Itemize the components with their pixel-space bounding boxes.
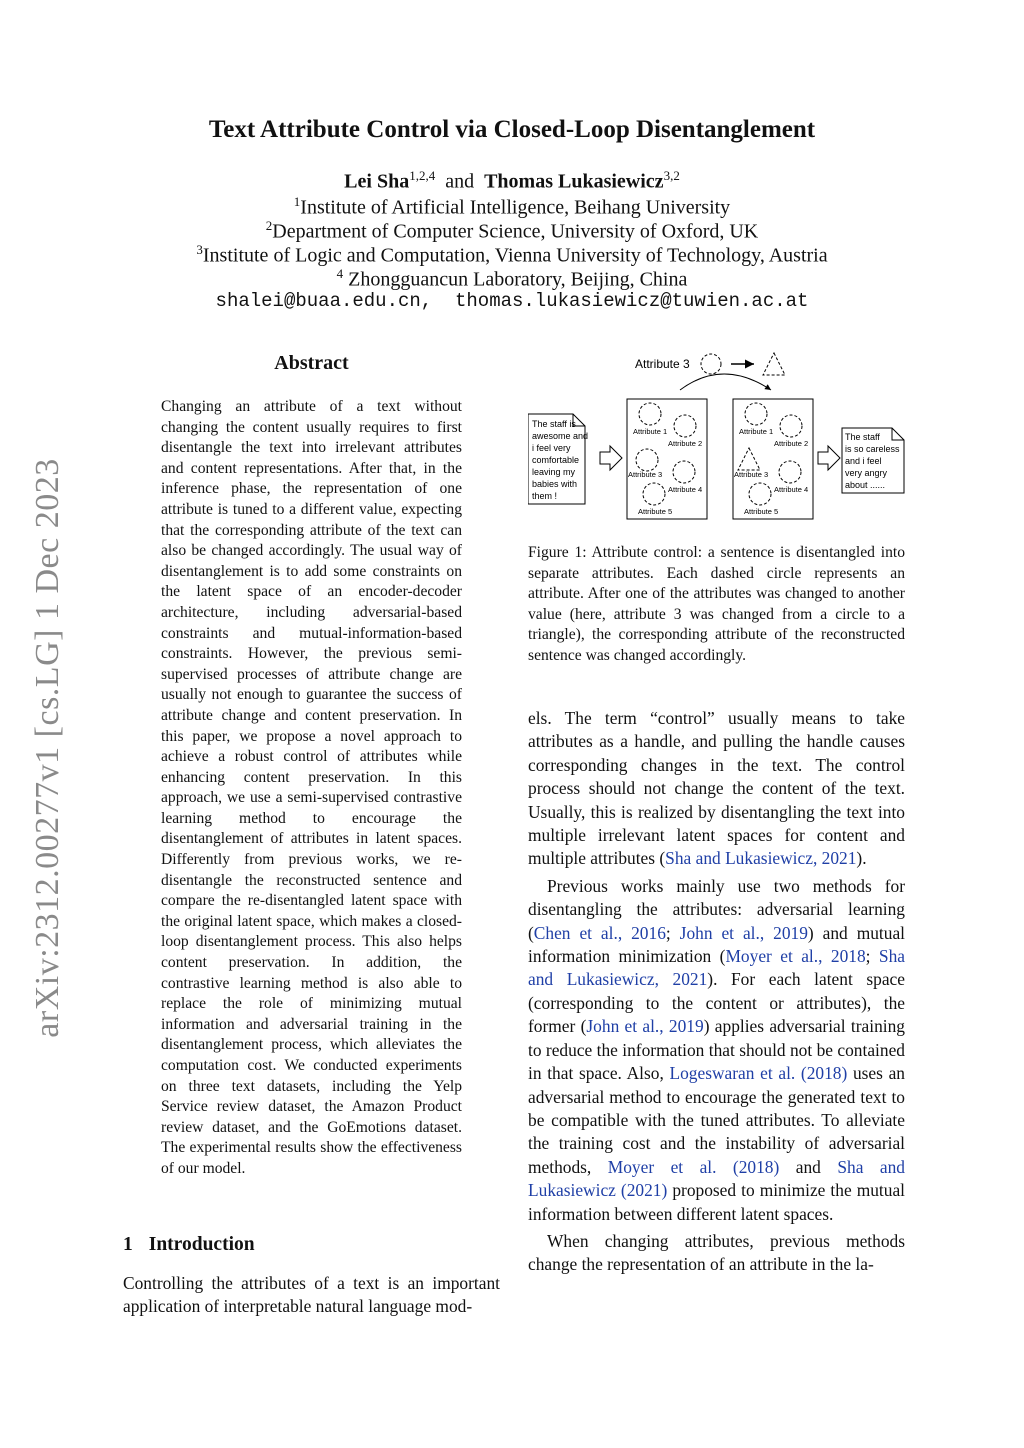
intro-right-column: [528, 707, 905, 1281]
intro-paragraph-3: When changing attributes, previous methods change the representation of an attribute in the la-: [528, 1230, 905, 1275]
intro-paragraph-1: els. The term “control” usually means to take attributes as a handle, and pulling the handle causes corresponding changes in the text. The control process should not change the content of the text. Usually, this is realized by disentangling the text into multiple irrelevant latent spaces for content and multiple attributes (Sha and Lukasiewicz, 2021).: [528, 708, 905, 869]
svg-text:Attribute 5: Attribute 5: [744, 507, 779, 516]
figure-1-caption: Figure 1: Attribute control: a sentence is disentangled into separate attributes. Each dashed circle represents an attribute. After one of the attributes was changed to another value (here, attribute 3 was changed from a circle to a triangle), the corresponding attribute of the reconstructed sentence was changed accordingly.: [528, 544, 905, 664]
intro-left-paragraph: Controlling the attributes of a text is an important application of interpretable natural language mod-: [123, 1273, 500, 1317]
affiliation-3: $^3$Institute of Logic and Computation, Vienna University of Technology, Austria: [196, 242, 828, 267]
svg-text:Attribute 3: Attribute 3: [734, 470, 769, 479]
author-1-affil: 1,2,4: [409, 168, 436, 183]
figure-1: [528, 348, 908, 528]
author-2-affil: 3,2: [663, 168, 680, 183]
paper-title: Text Attribute Control via Closed-Loop Disentanglement: [208, 116, 816, 143]
arxiv-stamp: arXiv:2312.00277v1 [cs.LG] 1 Dec 2023: [29, 458, 66, 1038]
svg-text:Attribute 4: Attribute 4: [774, 485, 809, 494]
hollow-arrow-icon: [600, 446, 622, 470]
intro-paragraph-2: Previous works mainly use two methods for disentangling the attributes: adversarial learning (Chen et al., 2016; John et al., 2019) and mutual information minimization (Moyer et al., 2018; Sha and Lukasiewicz, 2021). For each latent space (corresponding to the content or attributes), the former (John et al., 2019) applies adversarial training to reduce the information that should not be contained in that space. Also, Logeswaran et al. (2018) uses an adversarial method to encourage the generated text to be compatible with the tuned attributes. To alleviate the training cost and the instability of adversarial methods, Moyer et al. (2018) and Sha and Lukasiewicz (2021) proposed to minimize the mutual information between different latent spaces.: [528, 875, 906, 1224]
authors: [0, 168, 1024, 194]
top-circle-icon: [701, 354, 721, 374]
top-attribute-label: Attribute 3: [635, 357, 690, 371]
affiliation-2: $^2$Department of Computer Science, University of Oxford, UK: [265, 218, 759, 243]
citation-link[interactable]: Moyer et al. (2018): [607, 1156, 780, 1177]
svg-text:Attribute 4: Attribute 4: [668, 485, 703, 494]
svg-text:Attribute 1: Attribute 1: [739, 427, 774, 436]
author-emails: shalei@buaa.edu.cn, thomas.lukasiewicz@tuwien.ac.at: [215, 290, 809, 312]
citation-link[interactable]: John et al., 2019: [586, 1016, 704, 1037]
svg-text:Attribute 2: Attribute 2: [668, 439, 703, 448]
affiliation-1: $^1$Institute of Artificial Intelligence, Beihang University: [293, 194, 731, 219]
section-heading-introduction: 1 Introduction: [123, 1234, 255, 1255]
authors-and: and: [445, 170, 475, 193]
author-1-name: Lei Sha: [344, 170, 410, 193]
affiliation-4: $^4$ Zhongguancun Laboratory, Beijing, China: [336, 266, 688, 291]
citation-link[interactable]: Sha and Lukasiewicz, 2021: [528, 946, 905, 990]
citation-link[interactable]: John et al., 2019: [679, 922, 808, 943]
citation-link[interactable]: Moyer et al., 2018: [725, 946, 866, 967]
citation-link[interactable]: Logeswaran et al. (2018): [669, 1063, 848, 1084]
svg-text:Attribute 3: Attribute 3: [628, 470, 663, 479]
citation-link[interactable]: Sha and Lukasiewicz, 2021: [665, 848, 857, 869]
hollow-arrow-icon: [818, 446, 840, 470]
svg-text:Attribute 5: Attribute 5: [638, 507, 673, 516]
svg-text:Attribute 2: Attribute 2: [774, 439, 809, 448]
citation-link[interactable]: Sha and Lukasiewicz (2021): [528, 1156, 905, 1201]
input-sentence: The staff is awesome and i feel very comfortable leaving my babies with them !: [532, 419, 589, 501]
author-2-name: Thomas Lukasiewicz: [484, 170, 664, 193]
figure-1-diagram: [528, 348, 908, 528]
top-triangle-icon: [763, 353, 785, 375]
curved-arrow-icon: [680, 374, 771, 390]
output-sentence: The staff is so careless and i feel very angry about ......: [845, 432, 900, 490]
citation-link[interactable]: Chen et al., 2016: [533, 922, 666, 943]
abstract-body: Changing an attribute of a text without changing the content usually requires to first disentangle the text into irrelevant attributes and content representations. After that, in the inference phase, the representation of one attribute is tuned to a different value, expecting that the corresponding attribute of the text can also be changed accordingly. The usual way of disentanglement is to add some constraints on the latent space of an encoder-decoder architecture, including adversarial-based constraints and mutual-information-based constraints. However, the previous semi-supervised processes of attribute change are usually not enough to guarantee the success of attribute change and content preservation. In this paper, we propose a novel approach to achieve a robust control of attributes while enhancing content preservation. In this approach, we use a semi-supervised contrastive learning method to encourage the disentanglement of attributes in latent spaces. Differently from previous works, we re-disentangle the reconstructed sentence and compare the re-disentangled latent space with the original latent space, which makes a closed-loop disentanglement process. This also helps content preservation. In addition, the contrastive learning method is also able to replace the role of minimizing mutual information and adversarial training in the disentanglement process, which alleviates the computation cost. We conducted experiments on three text datasets, including the Yelp Service review dataset, the Amazon Product review dataset, and the GoEmotions dataset. The experimental results show the effectiveness of our model.: [161, 398, 462, 1177]
svg-text:Attribute 1: Attribute 1: [633, 427, 668, 436]
abstract-heading: Abstract: [274, 352, 349, 374]
